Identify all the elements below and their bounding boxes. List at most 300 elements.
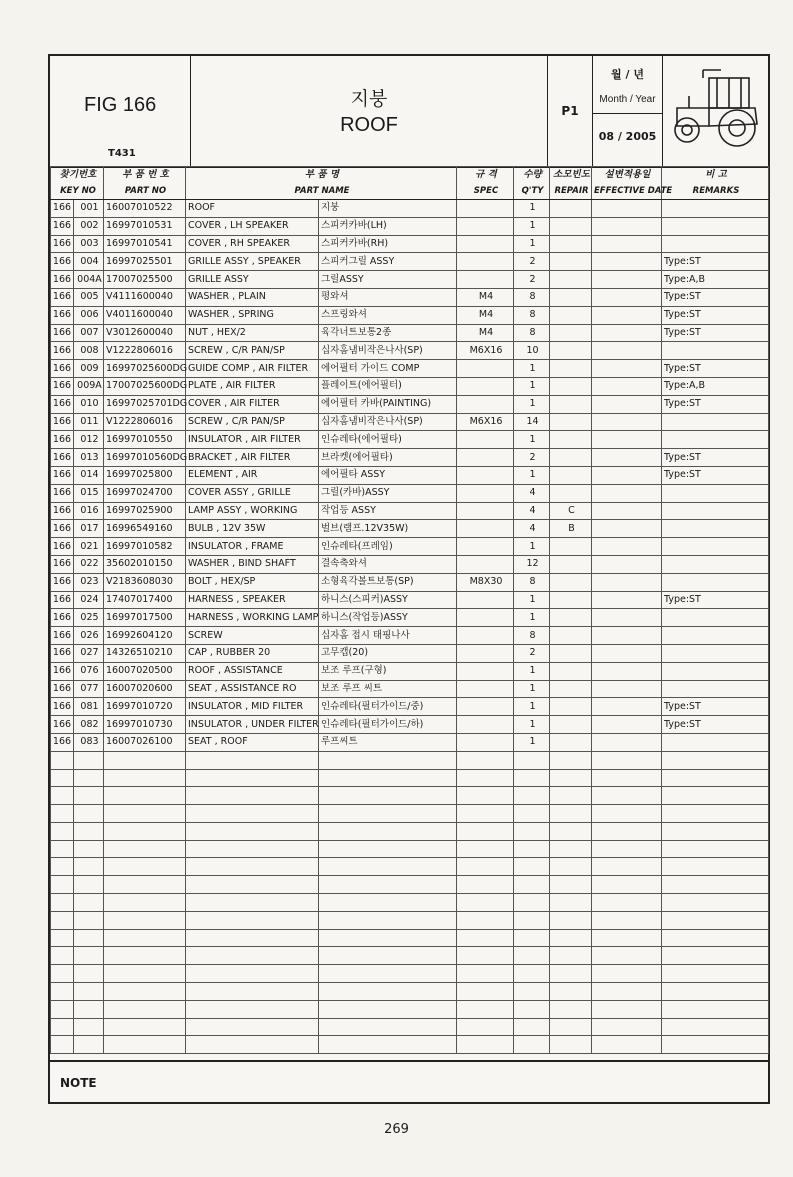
cell-repair-code — [550, 431, 592, 449]
cell-remarks — [662, 217, 769, 235]
empty-cell — [550, 965, 592, 983]
cell-part-number: V4011600040 — [104, 306, 186, 324]
cell-quantity: 8 — [514, 324, 550, 342]
cell-quantity: 4 — [514, 484, 550, 502]
cell-part-number: 16007010522 — [104, 200, 186, 218]
cell-quantity: 1 — [514, 431, 550, 449]
empty-cell — [319, 876, 457, 894]
empty-cell — [514, 858, 550, 876]
cell-part-name-en: SEAT , ASSISTANCE RO — [186, 680, 319, 698]
cell-effective-date — [592, 200, 662, 218]
cell-part-name-en: BRACKET , AIR FILTER — [186, 449, 319, 467]
empty-cell — [186, 1018, 319, 1036]
cell-fig-number: 166 — [51, 609, 74, 627]
empty-cell — [104, 858, 186, 876]
empty-cell — [662, 751, 769, 769]
cell-effective-date — [592, 520, 662, 538]
cell-part-name-en: SCREW , C/R PAN/SP — [186, 413, 319, 431]
cell-repair-code — [550, 591, 592, 609]
empty-cell — [104, 876, 186, 894]
empty-cell — [51, 840, 74, 858]
cell-fig-number: 166 — [51, 573, 74, 591]
cell-effective-date — [592, 555, 662, 573]
cell-key-number: 002 — [74, 217, 104, 235]
cell-fig-number: 166 — [51, 591, 74, 609]
cell-fig-number: 166 — [51, 449, 74, 467]
cell-part-name-kr: 육각너트보통2종 — [319, 324, 457, 342]
empty-cell — [662, 983, 769, 1001]
cell-quantity: 1 — [514, 377, 550, 395]
cell-effective-date — [592, 502, 662, 520]
empty-cell — [74, 1018, 104, 1036]
empty-cell — [662, 1000, 769, 1018]
cell-spec — [457, 235, 514, 253]
empty-cell — [457, 947, 514, 965]
cell-part-number: 16996549160 — [104, 520, 186, 538]
cell-part-name-en: SEAT , ROOF — [186, 733, 319, 751]
cell-part-name-kr: 소형육각볼트보통(SP) — [319, 573, 457, 591]
cell-quantity: 1 — [514, 217, 550, 235]
cell-key-number: 026 — [74, 627, 104, 645]
col-name-en: PART NAME — [186, 183, 457, 200]
cell-effective-date — [592, 342, 662, 360]
cell-effective-date — [592, 306, 662, 324]
cell-part-number: 16997025900 — [104, 502, 186, 520]
cell-key-number: 010 — [74, 395, 104, 413]
empty-cell — [186, 983, 319, 1001]
tractor-icon — [665, 66, 765, 156]
table-row — [51, 431, 769, 449]
empty-row — [51, 858, 769, 876]
note-box — [50, 1060, 768, 1106]
table-row — [51, 644, 769, 662]
table-row — [51, 555, 769, 573]
cell-part-name-kr: 에어필타 ASSY — [319, 466, 457, 484]
empty-cell — [457, 751, 514, 769]
cell-part-name-en: COVER , AIR FILTER — [186, 395, 319, 413]
cell-part-name-en: INSULATOR , FRAME — [186, 538, 319, 556]
col-key-en: KEY NO — [51, 183, 104, 200]
empty-cell — [514, 769, 550, 787]
cell-part-number: 17407017400 — [104, 591, 186, 609]
cell-key-number: 009A — [74, 377, 104, 395]
cell-fig-number: 166 — [51, 413, 74, 431]
month-year-label-kr: 월 / 년 — [611, 68, 644, 81]
cell-part-name-kr: 십자홈냄비작은나사(SP) — [319, 342, 457, 360]
empty-cell — [514, 911, 550, 929]
empty-cell — [550, 822, 592, 840]
cell-part-number: 16997010541 — [104, 235, 186, 253]
cell-effective-date — [592, 360, 662, 378]
cell-remarks: Type:ST — [662, 306, 769, 324]
cell-part-name-en: GUIDE COMP , AIR FILTER — [186, 360, 319, 378]
table-row — [51, 449, 769, 467]
cell-quantity: 1 — [514, 466, 550, 484]
empty-row — [51, 840, 769, 858]
cell-effective-date — [592, 324, 662, 342]
cell-part-name-kr: 스피커카바(RH) — [319, 235, 457, 253]
cell-repair-code — [550, 573, 592, 591]
cell-key-number: 001 — [74, 200, 104, 218]
cell-part-name-en: ROOF , ASSISTANCE — [186, 662, 319, 680]
cell-remarks — [662, 555, 769, 573]
empty-cell — [550, 983, 592, 1001]
cell-part-number: 16007026100 — [104, 733, 186, 751]
empty-cell — [592, 929, 662, 947]
cell-part-number: 16007020500 — [104, 662, 186, 680]
cell-effective-date — [592, 698, 662, 716]
cell-remarks: Type:ST — [662, 698, 769, 716]
cell-remarks: Type:ST — [662, 591, 769, 609]
cell-part-name-kr: 루프씨트 — [319, 733, 457, 751]
empty-cell — [550, 1000, 592, 1018]
cell-spec — [457, 395, 514, 413]
cell-fig-number: 166 — [51, 733, 74, 751]
cell-spec: M4 — [457, 288, 514, 306]
col-spec-en: SPEC — [457, 183, 514, 200]
cell-effective-date — [592, 449, 662, 467]
empty-cell — [457, 876, 514, 894]
cell-part-name-kr: 보조 루프(구형) — [319, 662, 457, 680]
empty-cell — [51, 787, 74, 805]
cell-key-number: 021 — [74, 538, 104, 556]
empty-cell — [319, 983, 457, 1001]
table-row — [51, 235, 769, 253]
table-row — [51, 520, 769, 538]
page-label: P1 — [561, 104, 579, 118]
empty-cell — [662, 769, 769, 787]
cell-part-number: 16992604120 — [104, 627, 186, 645]
empty-cell — [74, 983, 104, 1001]
page-number: 269 — [384, 1122, 409, 1137]
cell-remarks: Type:ST — [662, 253, 769, 271]
title-cell — [191, 56, 548, 166]
empty-cell — [592, 1000, 662, 1018]
empty-cell — [186, 769, 319, 787]
cell-part-name-kr: 스피커그릴 ASSY — [319, 253, 457, 271]
cell-key-number: 013 — [74, 449, 104, 467]
cell-fig-number: 166 — [51, 555, 74, 573]
cell-repair-code — [550, 200, 592, 218]
cell-effective-date — [592, 662, 662, 680]
cell-part-number: 16997017500 — [104, 609, 186, 627]
cell-effective-date — [592, 573, 662, 591]
cell-remarks — [662, 627, 769, 645]
cell-effective-date — [592, 627, 662, 645]
table-row — [51, 716, 769, 734]
cell-part-number: 16997010582 — [104, 538, 186, 556]
cell-part-name-kr: 스피커카바(LH) — [319, 217, 457, 235]
cell-repair-code — [550, 342, 592, 360]
cell-key-number: 004 — [74, 253, 104, 271]
cell-remarks — [662, 538, 769, 556]
title-english: ROOF — [340, 114, 398, 136]
empty-cell — [662, 787, 769, 805]
cell-effective-date — [592, 484, 662, 502]
cell-spec — [457, 591, 514, 609]
cell-spec — [457, 698, 514, 716]
cell-remarks — [662, 484, 769, 502]
empty-cell — [592, 947, 662, 965]
cell-part-name-en: COVER , LH SPEAKER — [186, 217, 319, 235]
cell-remarks: Type:ST — [662, 466, 769, 484]
empty-cell — [319, 822, 457, 840]
cell-quantity: 14 — [514, 413, 550, 431]
cell-part-name-kr: 십자홈 접시 태핑나사 — [319, 627, 457, 645]
cell-part-name-en: INSULATOR , UNDER FILTER — [186, 716, 319, 734]
cell-part-name-kr: 인슈레타(에어필타) — [319, 431, 457, 449]
month-year-value: 08 / 2005 — [598, 130, 657, 143]
cell-quantity: 8 — [514, 573, 550, 591]
cell-fig-number: 166 — [51, 235, 74, 253]
cell-fig-number: 166 — [51, 431, 74, 449]
empty-cell — [514, 805, 550, 823]
empty-cell — [514, 787, 550, 805]
empty-cell — [51, 929, 74, 947]
empty-cell — [457, 1000, 514, 1018]
empty-cell — [514, 822, 550, 840]
empty-cell — [51, 1036, 74, 1054]
month-year-label-en: Month / Year — [599, 94, 656, 105]
cell-spec — [457, 484, 514, 502]
cell-part-number: 16997024700 — [104, 484, 186, 502]
cell-part-name-kr: 벌브(램프.12V35W) — [319, 520, 457, 538]
empty-cell — [514, 894, 550, 912]
empty-row — [51, 983, 769, 1001]
cell-part-name-en: HARNESS , WORKING LAMP — [186, 609, 319, 627]
empty-cell — [592, 769, 662, 787]
empty-cell — [51, 1018, 74, 1036]
empty-cell — [550, 787, 592, 805]
cell-spec: M6X16 — [457, 413, 514, 431]
cell-part-number: V3012600040 — [104, 324, 186, 342]
cell-part-name-en: SCREW — [186, 627, 319, 645]
empty-cell — [457, 840, 514, 858]
empty-cell — [104, 894, 186, 912]
empty-cell — [51, 822, 74, 840]
cell-part-number: 16997010730 — [104, 716, 186, 734]
cell-effective-date — [592, 644, 662, 662]
empty-cell — [104, 965, 186, 983]
cell-part-name-en: INSULATOR , MID FILTER — [186, 698, 319, 716]
cell-fig-number: 166 — [51, 716, 74, 734]
cell-part-name-kr: 에어필터 카바(PAINTING) — [319, 395, 457, 413]
empty-cell — [550, 876, 592, 894]
cell-fig-number: 166 — [51, 342, 74, 360]
empty-cell — [74, 876, 104, 894]
empty-cell — [186, 840, 319, 858]
cell-part-name-en: LAMP ASSY , WORKING — [186, 502, 319, 520]
cell-part-name-kr: 플레이트(에어필터) — [319, 377, 457, 395]
empty-cell — [104, 947, 186, 965]
cell-repair-code — [550, 609, 592, 627]
empty-cell — [514, 929, 550, 947]
empty-cell — [514, 1018, 550, 1036]
table-row — [51, 484, 769, 502]
col-part-en: PART NO — [104, 183, 186, 200]
table-row — [51, 627, 769, 645]
cell-part-number: 16997025501 — [104, 253, 186, 271]
cell-part-name-en: BULB , 12V 35W — [186, 520, 319, 538]
table-row — [51, 377, 769, 395]
cell-quantity: 4 — [514, 520, 550, 538]
cell-part-name-kr: 에어필터 가이드 COMP — [319, 360, 457, 378]
cell-spec — [457, 271, 514, 289]
cell-spec — [457, 627, 514, 645]
cell-repair-code — [550, 484, 592, 502]
cell-part-name-en: NUT , HEX/2 — [186, 324, 319, 342]
empty-cell — [319, 894, 457, 912]
cell-spec — [457, 377, 514, 395]
note-label: NOTE — [60, 1076, 97, 1090]
cell-key-number: 016 — [74, 502, 104, 520]
empty-row — [51, 751, 769, 769]
cell-spec — [457, 360, 514, 378]
empty-cell — [74, 751, 104, 769]
cell-repair-code — [550, 413, 592, 431]
empty-row — [51, 911, 769, 929]
empty-cell — [186, 894, 319, 912]
cell-repair-code — [550, 253, 592, 271]
empty-cell — [662, 1036, 769, 1054]
table-row — [51, 342, 769, 360]
empty-cell — [104, 983, 186, 1001]
table-row — [51, 502, 769, 520]
cell-part-number: 16997025701DG — [104, 395, 186, 413]
cell-part-name-kr: 하니스(작업등)ASSY — [319, 609, 457, 627]
cell-quantity: 1 — [514, 680, 550, 698]
empty-cell — [186, 876, 319, 894]
cell-repair-code — [550, 271, 592, 289]
cell-quantity: 1 — [514, 235, 550, 253]
empty-cell — [74, 787, 104, 805]
empty-cell — [457, 787, 514, 805]
cell-quantity: 1 — [514, 360, 550, 378]
cell-quantity: 1 — [514, 716, 550, 734]
cell-remarks — [662, 573, 769, 591]
empty-cell — [457, 805, 514, 823]
empty-cell — [319, 1000, 457, 1018]
empty-cell — [592, 1018, 662, 1036]
empty-cell — [592, 751, 662, 769]
model-code: T431 — [108, 148, 136, 159]
table-row — [51, 591, 769, 609]
cell-spec: M4 — [457, 324, 514, 342]
empty-cell — [74, 1000, 104, 1018]
cell-key-number: 024 — [74, 591, 104, 609]
cell-remarks — [662, 431, 769, 449]
cell-spec — [457, 609, 514, 627]
cell-remarks: Type:ST — [662, 395, 769, 413]
empty-row — [51, 1000, 769, 1018]
cell-part-name-en: BOLT , HEX/SP — [186, 573, 319, 591]
cell-quantity: 2 — [514, 644, 550, 662]
empty-cell — [550, 769, 592, 787]
empty-cell — [662, 805, 769, 823]
empty-cell — [550, 947, 592, 965]
col-qty-kr: 수량 — [514, 167, 550, 184]
cell-quantity: 8 — [514, 288, 550, 306]
empty-cell — [592, 840, 662, 858]
cell-remarks — [662, 413, 769, 431]
cell-remarks — [662, 342, 769, 360]
cell-fig-number: 166 — [51, 520, 74, 538]
empty-cell — [104, 751, 186, 769]
empty-cell — [592, 876, 662, 894]
cell-quantity: 1 — [514, 733, 550, 751]
cell-quantity: 12 — [514, 555, 550, 573]
empty-row — [51, 876, 769, 894]
cell-effective-date — [592, 609, 662, 627]
cell-repair-code — [550, 716, 592, 734]
date-divider — [593, 113, 662, 114]
empty-cell — [514, 751, 550, 769]
cell-part-name-kr: 하니스(스피커)ASSY — [319, 591, 457, 609]
empty-row — [51, 1036, 769, 1054]
empty-cell — [74, 894, 104, 912]
cell-fig-number: 166 — [51, 627, 74, 645]
cell-effective-date — [592, 716, 662, 734]
cell-part-number: 16997010531 — [104, 217, 186, 235]
cell-spec — [457, 680, 514, 698]
cell-part-name-en: GRILLE ASSY , SPEAKER — [186, 253, 319, 271]
table-row — [51, 413, 769, 431]
cell-remarks: Type:ST — [662, 716, 769, 734]
table-row — [51, 698, 769, 716]
empty-cell — [592, 1036, 662, 1054]
empty-cell — [104, 787, 186, 805]
cell-effective-date — [592, 288, 662, 306]
cell-part-name-en: COVER ASSY , GRILLE — [186, 484, 319, 502]
cell-part-name-en: INSULATOR , AIR FILTER — [186, 431, 319, 449]
cell-fig-number: 166 — [51, 306, 74, 324]
empty-cell — [319, 805, 457, 823]
empty-cell — [51, 894, 74, 912]
cell-repair-code — [550, 538, 592, 556]
cell-part-name-en: WASHER , BIND SHAFT — [186, 555, 319, 573]
cell-repair-code — [550, 306, 592, 324]
empty-cell — [104, 840, 186, 858]
col-part-kr: 부 품 번 호 — [104, 167, 186, 184]
empty-cell — [74, 769, 104, 787]
table-row — [51, 306, 769, 324]
empty-cell — [662, 929, 769, 947]
cell-remarks — [662, 502, 769, 520]
cell-fig-number: 166 — [51, 288, 74, 306]
cell-quantity: 2 — [514, 253, 550, 271]
cell-spec — [457, 538, 514, 556]
empty-cell — [457, 929, 514, 947]
empty-cell — [319, 858, 457, 876]
cell-part-number: V1222806016 — [104, 413, 186, 431]
cell-remarks: Type:ST — [662, 324, 769, 342]
parts-table-body — [51, 200, 769, 1054]
cell-remarks: Type:A,B — [662, 271, 769, 289]
cell-spec — [457, 431, 514, 449]
empty-cell — [319, 947, 457, 965]
cell-key-number: 014 — [74, 466, 104, 484]
cell-part-name-kr: 고무캡(20) — [319, 644, 457, 662]
cell-part-number: 14326510210 — [104, 644, 186, 662]
cell-part-number: 16997025800 — [104, 466, 186, 484]
cell-key-number: 005 — [74, 288, 104, 306]
date-cell — [593, 56, 663, 166]
cell-effective-date — [592, 217, 662, 235]
cell-spec — [457, 217, 514, 235]
cell-part-name-en: PLATE , AIR FILTER — [186, 377, 319, 395]
empty-cell — [186, 751, 319, 769]
cell-fig-number: 166 — [51, 271, 74, 289]
